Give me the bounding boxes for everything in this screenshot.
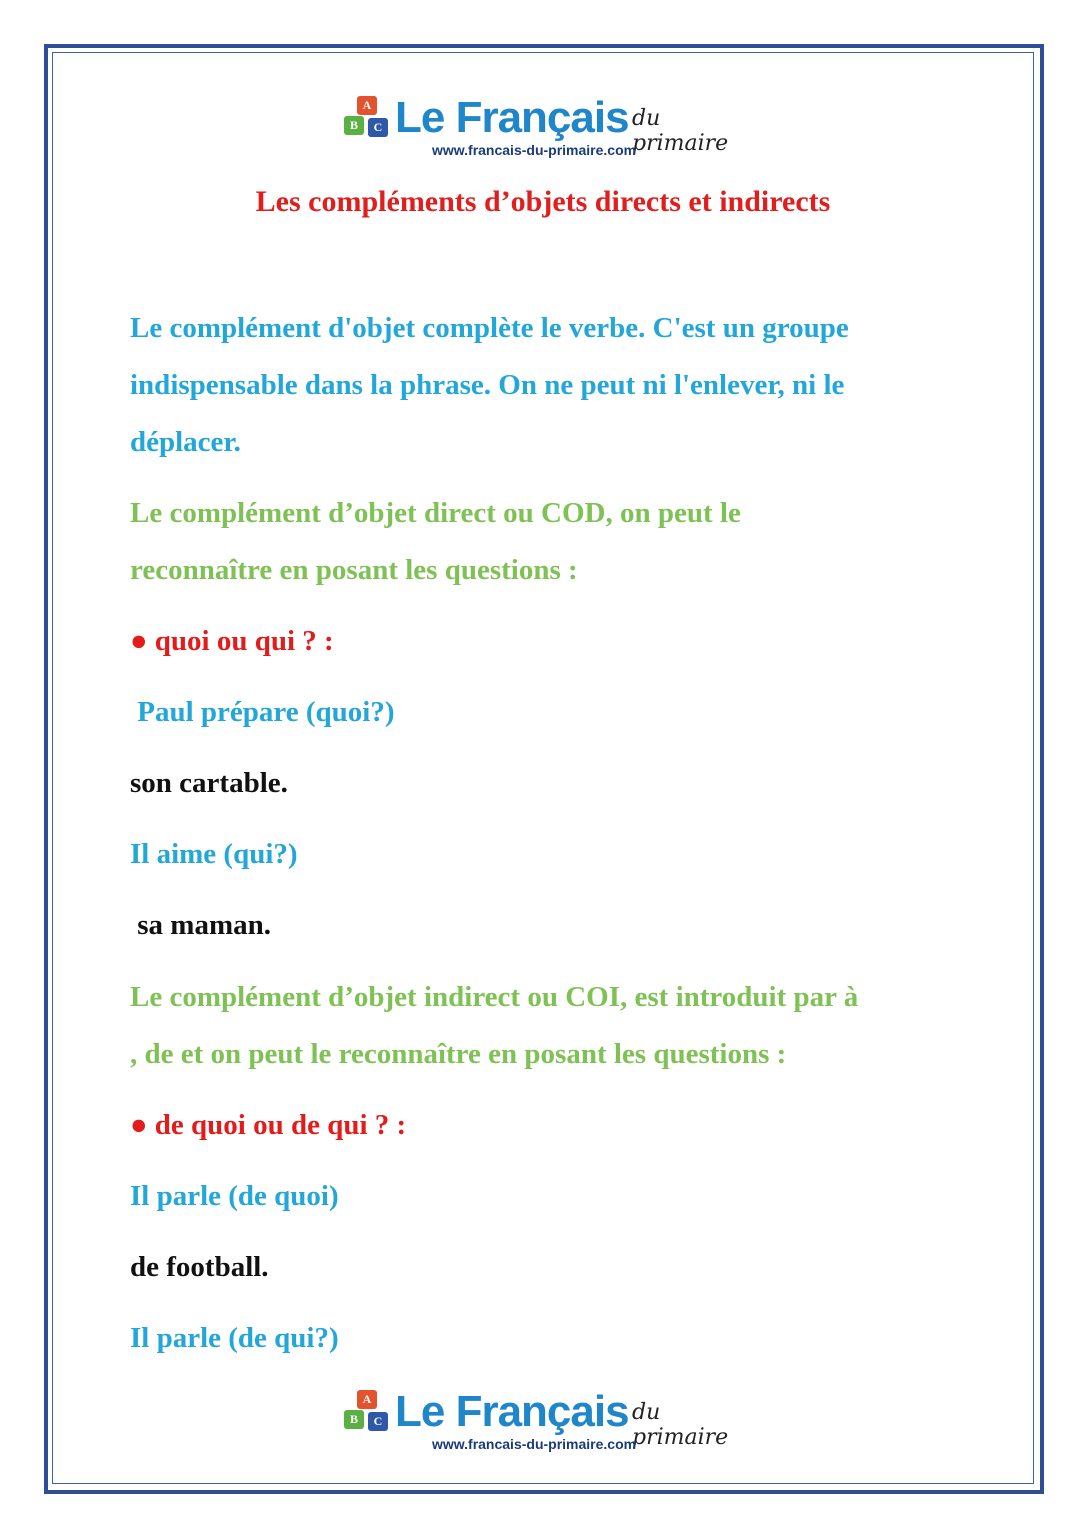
header-logo (340, 92, 750, 162)
text-line: Le complément d’objet direct ou COD, on peut le (130, 497, 741, 529)
text-line: indispensable dans la phrase. On ne peut ni l'enlever, ni le (130, 369, 845, 401)
question-bullet: ● quoi ou qui ? : (130, 625, 334, 657)
example-answer: de football. (130, 1251, 269, 1283)
document-title: Les compléments d’objets directs et indirects (255, 185, 831, 218)
footer-logo (340, 1386, 750, 1456)
example-question: Il parle (de qui?) (130, 1322, 339, 1354)
example-question: Il parle (de quoi) (130, 1180, 339, 1212)
abc-blocks-icon: A B C (342, 96, 392, 140)
logo-url: www.francais-du-primaire.com (432, 1436, 637, 1452)
example-answer: sa maman. (130, 909, 271, 941)
text-line: , de et on peut le reconnaître en posant les questions : (130, 1038, 787, 1070)
logo-subtitle: du primaire (632, 106, 729, 156)
text-line: reconnaître en posant les questions : (130, 554, 578, 586)
example-question: Paul prépare (quoi?) (130, 696, 395, 728)
abc-blocks-icon: A B C (342, 1390, 392, 1434)
example-question: Il aime (qui?) (130, 838, 298, 870)
logo-subtitle: du primaire (632, 1400, 729, 1450)
text-line: Le complément d’objet indirect ou COI, est introduit par à (130, 981, 859, 1013)
text-line: déplacer. (130, 426, 241, 458)
logo-title: Le Français (395, 93, 629, 142)
logo-url: www.francais-du-primaire.com (432, 142, 637, 158)
example-answer: son cartable. (130, 767, 288, 799)
text-line: Le complément d'objet complète le verbe. C'est un groupe (130, 312, 849, 344)
question-bullet: ● de quoi ou de qui ? : (130, 1109, 407, 1141)
logo-title: Le Français (395, 1387, 629, 1436)
